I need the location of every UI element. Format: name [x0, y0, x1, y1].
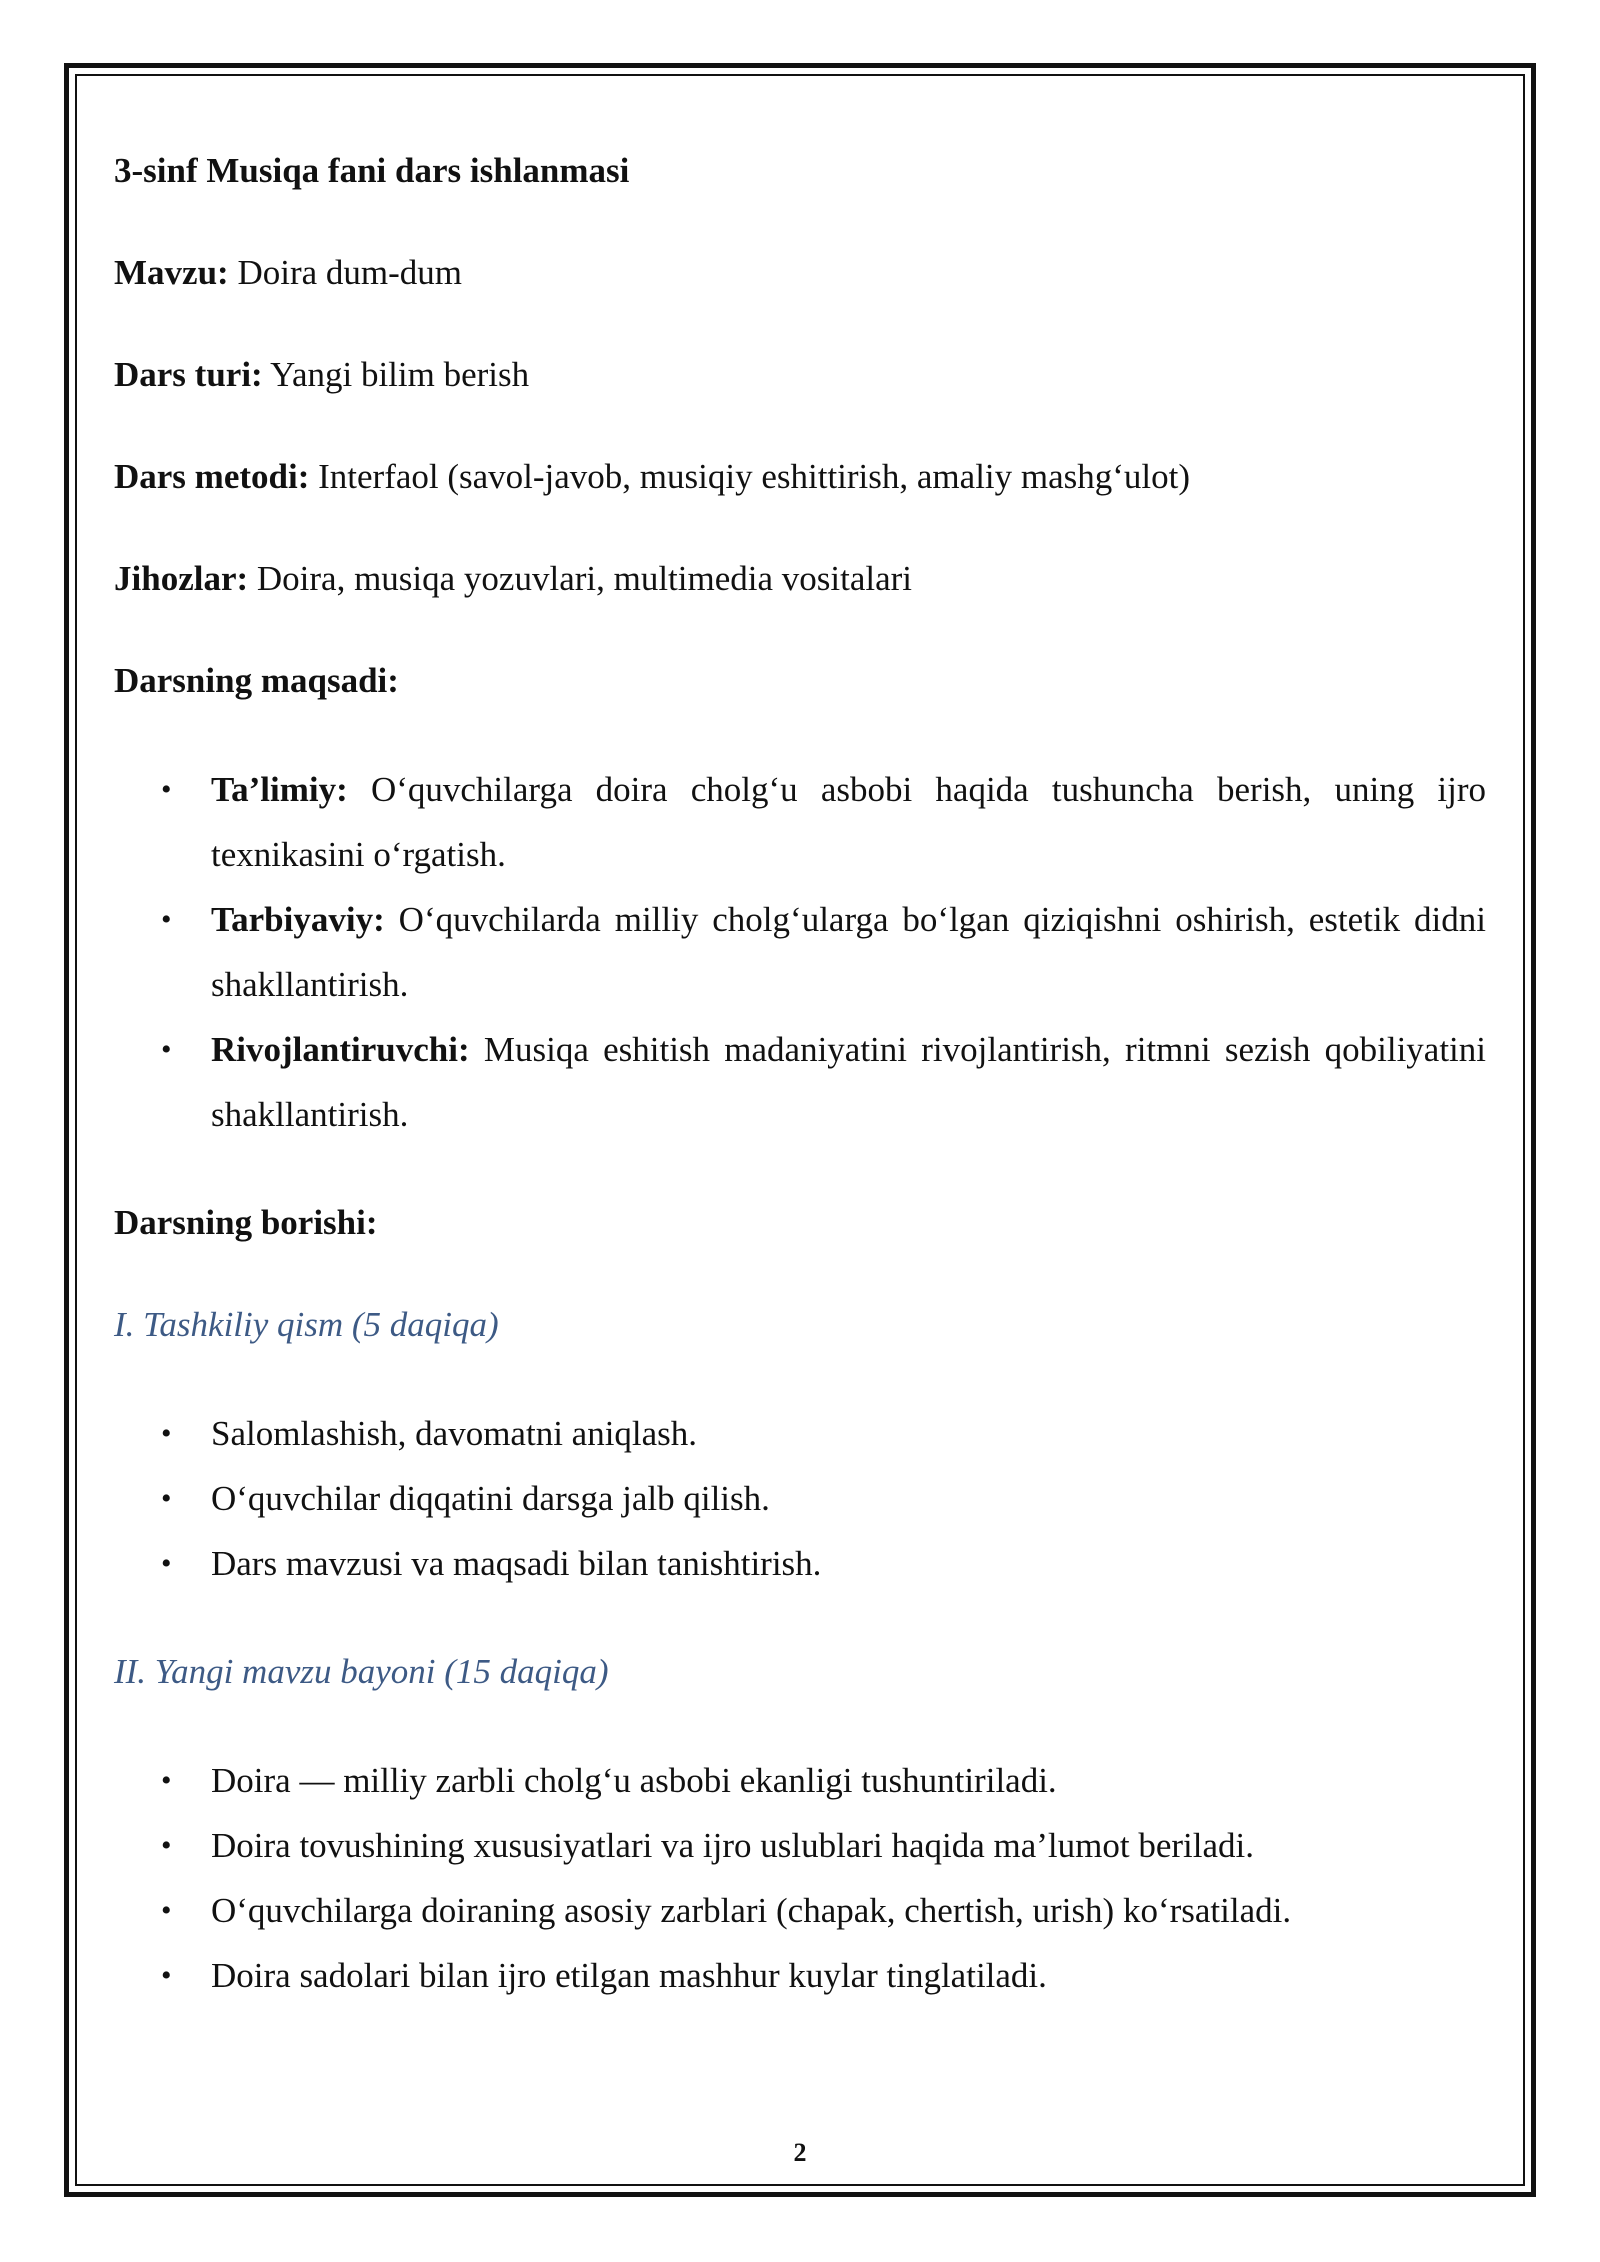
section2-list: [114, 1748, 1486, 2008]
goal-value: O‘quvchilarga doira cholg‘u asbobi haqida tushuncha berish, uning ijro texnikasini o‘rgatish.: [211, 770, 1486, 874]
list-item: [211, 757, 1486, 887]
method-label: Dars metodi:: [114, 457, 310, 496]
method-value: Interfaol (savol-javob, musiqiy eshittirish, amaliy mashg‘ulot): [309, 457, 1191, 496]
list-item: • Salomlashish, davomatni aniqlash.: [211, 1401, 1486, 1466]
section1-heading: I. Tashkiliy qism (5 daqiqa): [114, 1305, 499, 1344]
equipment-line: [114, 553, 1486, 605]
list-item: • Doira sadolari bilan ijro etilgan mashhur kuylar tinglatiladi.: [211, 1943, 1486, 2008]
list-item: • Doira — milliy zarbli cholg‘u asbobi ekanligi tushuntiriladi.: [211, 1748, 1486, 1813]
section1-list: [114, 1401, 1486, 1596]
list-item: [211, 1017, 1486, 1147]
topic-value: Doira dum-dum: [228, 253, 462, 292]
list-item: [211, 887, 1486, 1017]
lesson-type-value: Yangi bilim berish: [262, 355, 530, 394]
topic-label: Mavzu:: [114, 253, 229, 292]
lesson-type-line: [114, 349, 1486, 401]
goal-value: O‘quvchilarda milliy cholg‘ularga bo‘lgan qiziqishni oshirish, estetik didni shakllantirish.: [211, 900, 1486, 1004]
equipment-label: Jihozlar:: [114, 559, 249, 598]
section2-heading: II. Yangi mavzu bayoni (15 daqiqa): [114, 1652, 609, 1691]
document-body: [114, 145, 1486, 2058]
list-item: • O‘quvchilarga doiraning asosiy zarblari (chapak, chertish, urish) ko‘rsatiladi.: [211, 1878, 1486, 1943]
goals-heading: Darsning maqsadi:: [114, 661, 399, 700]
document-title: 3-sinf Musiqa fani dars ishlanmasi: [114, 151, 630, 190]
method-line: [114, 451, 1486, 503]
goal-label: Tarbiyaviy:: [211, 900, 385, 939]
lesson-type-label: Dars turi:: [114, 355, 263, 394]
goal-label: Ta’limiy:: [211, 770, 348, 809]
progress-heading: Darsning borishi:: [114, 1203, 378, 1242]
topic-line: [114, 247, 1486, 299]
goals-list: [114, 757, 1486, 1147]
goal-value: Musiqa eshitish madaniyatini rivojlantirish, ritmni sezish qobiliyatini shakllantirish.: [211, 1030, 1486, 1134]
equipment-value: Doira, musiqa yozuvlari, multimedia vositalari: [248, 559, 913, 598]
goal-label: Rivojlantiruvchi:: [211, 1030, 470, 1069]
list-item: • Doira tovushining xususiyatlari va ijro uslublari haqida ma’lumot beriladi.: [211, 1813, 1486, 1878]
list-item: • O‘quvchilar diqqatini darsga jalb qilish.: [211, 1466, 1486, 1531]
page-number: 2: [793, 2138, 807, 2167]
list-item: • Dars mavzusi va maqsadi bilan tanishtirish.: [211, 1531, 1486, 1596]
